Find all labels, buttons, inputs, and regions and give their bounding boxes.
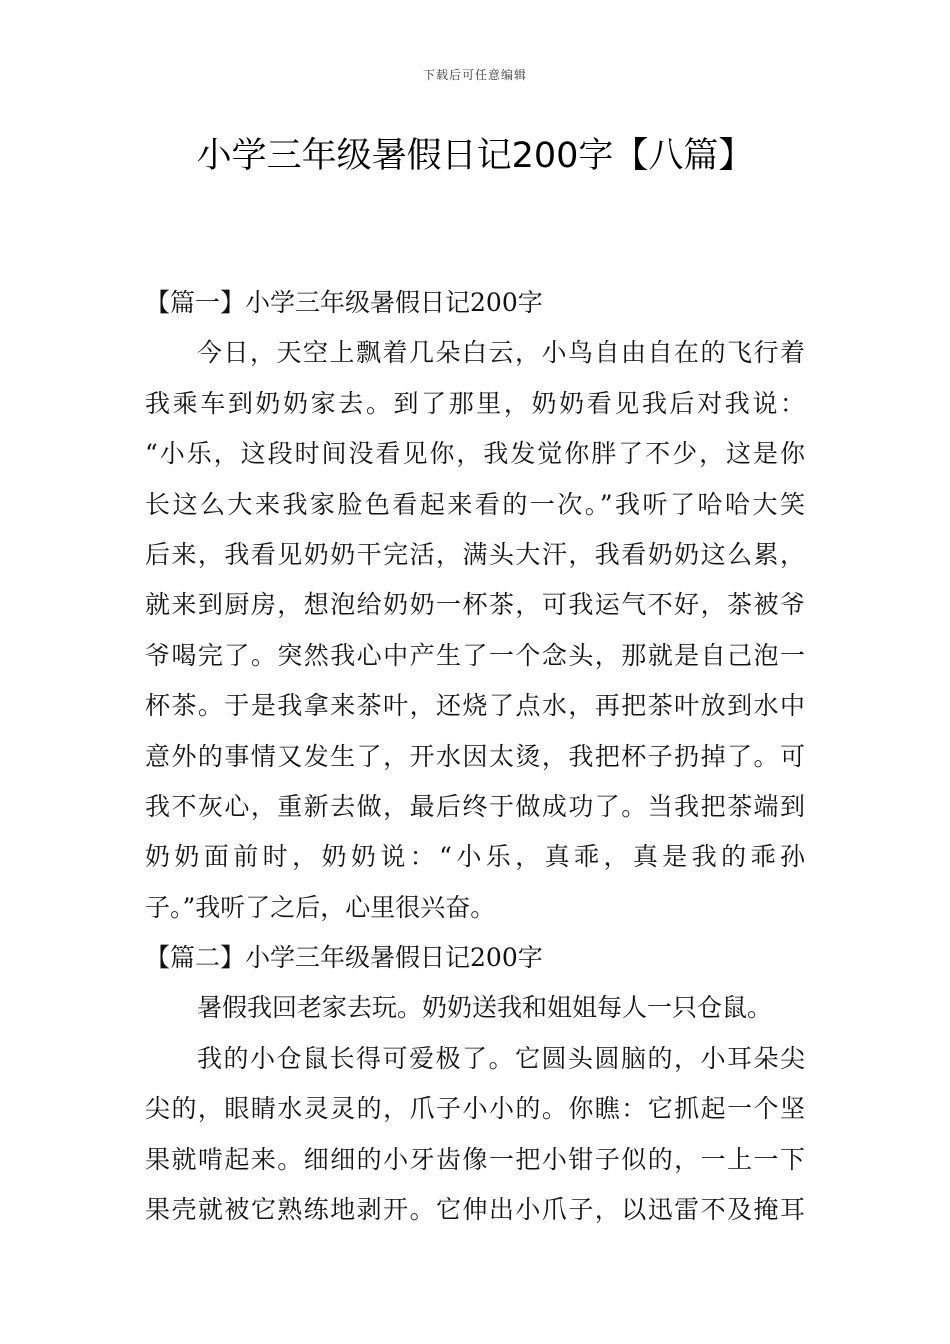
text-line: 我的小仓鼠长得可爱极了。它圆头圆脑的，小耳朵尖: [197, 1043, 805, 1073]
text-line: 爷喝完了。突然我心中产生了一个念头，那就是自己泡一: [145, 640, 805, 670]
text-line: 今日，天空上飘着几朵白云，小鸟自由自在的飞行着: [197, 338, 805, 368]
text-line: 长这么大来我家脸色看起来看的一次。”我听了哈哈大笑: [145, 489, 805, 519]
paragraph: [145, 328, 805, 933]
text-line: 就来到厨房，想泡给奶奶一杯茶，可我运气不好，茶被爷: [145, 590, 805, 620]
section-heading-2: 【篇二】小学三年级暑假日记200字: [145, 943, 543, 973]
document-body: [145, 278, 805, 1235]
document-title: 小学三年级暑假日记200字【八篇】: [196, 136, 754, 176]
text-line: 尖的，眼睛水灵灵的，爪子小小的。你瞧：它抓起一个坚: [145, 1094, 805, 1124]
paragraph: [145, 983, 805, 1033]
text-line: 后来，我看见奶奶干完活，满头大汗，我看奶奶这么累，: [145, 539, 805, 569]
paragraph: [145, 1034, 805, 1236]
text-line: 果就啃起来。细细的小牙齿像一把小钳子似的，一上一下: [145, 1144, 805, 1174]
text-line: 果壳就被它熟练地剥开。它伸出小爪子，以迅雷不及掩耳: [145, 1195, 805, 1225]
text-line: 意外的事情又发生了，开水因太烫，我把杯子扔掉了。可: [145, 741, 805, 771]
section-heading-1: 【篇一】小学三年级暑假日记200字: [145, 288, 543, 317]
text-line: 我乘车到奶奶家去。到了那里，奶奶看见我后对我说：: [145, 388, 805, 418]
text-line: 奶奶面前时，奶奶说：“小乐，真乖，真是我的乖孙: [145, 842, 805, 872]
text-line: 暑假我回老家去玩。奶奶送我和姐姐每人一只仓鼠。: [197, 993, 773, 1023]
text-line: 杯茶。于是我拿来茶叶，还烧了点水，再把茶叶放到水中: [145, 691, 805, 721]
text-line: 我不灰心，重新去做，最后终于做成功了。当我把茶端到: [145, 791, 805, 821]
text-line: 子。”我听了之后，心里很兴奋。: [145, 892, 496, 922]
header-note: 下载后可任意编辑: [422, 68, 527, 82]
text-line: “小乐，这段时间没看见你，我发觉你胖了不少，这是你: [145, 439, 805, 469]
